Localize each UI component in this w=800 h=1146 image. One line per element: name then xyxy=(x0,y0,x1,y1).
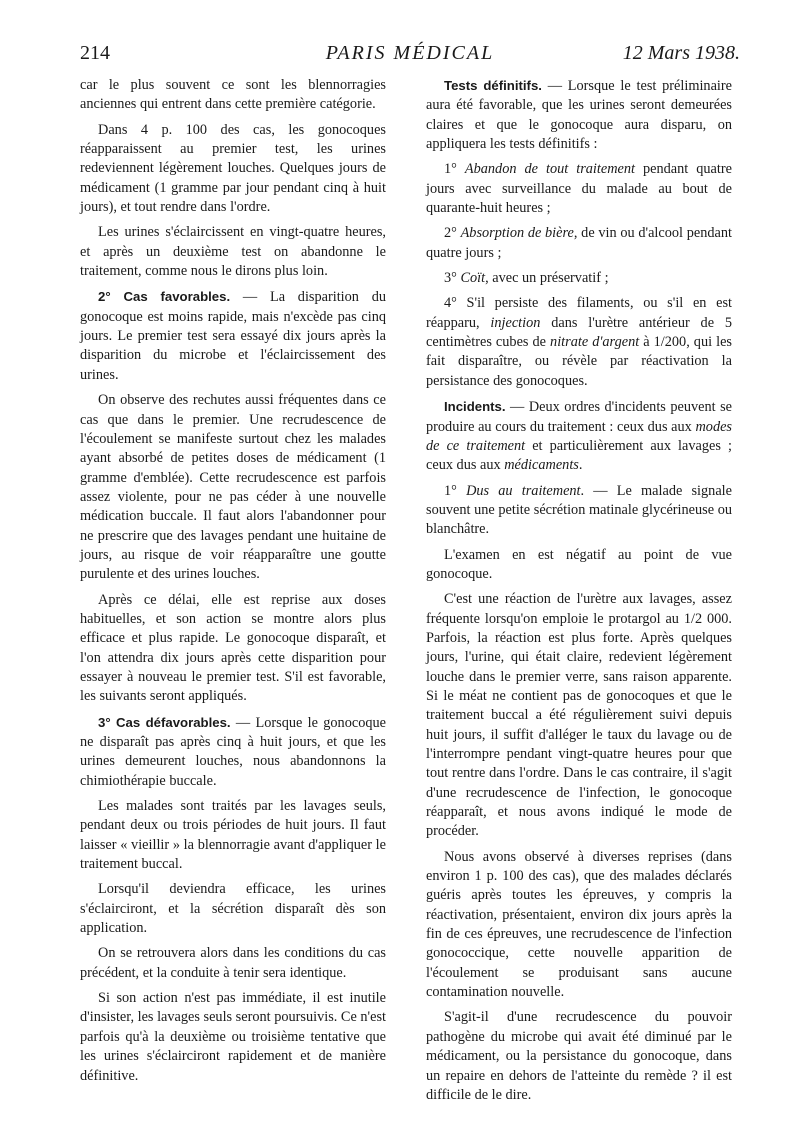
journal-title: PARIS MÉDICAL xyxy=(325,42,495,64)
emphasis: injection xyxy=(490,314,541,331)
emphasis: Abandon de tout traitement xyxy=(464,161,635,178)
paragraph: car le plus souvent ce sont les blennorragies anciennes qui entrent dans cette première catégorie. xyxy=(80,77,386,113)
paragraph: Les urines s'éclaircissent en vingt-quatre heures, et après un deuxième test on abandonne le traitement, comme nous le dirons plus loin. xyxy=(80,224,386,280)
paragraph-text: et particulièrement aux lavages ; ceux dus aux xyxy=(426,437,732,474)
paragraph xyxy=(426,482,732,540)
emphasis: Absorption de bière xyxy=(460,225,574,242)
section-label: 2° Cas favorables. xyxy=(98,289,231,305)
paragraph: Les malades sont traités par les lavages seuls, pendant deux ou trois périodes de huit jours. Il faut laisser « vieillir » la blennorragie avant d'appliquer le traitement buccal. xyxy=(80,798,386,873)
page-header xyxy=(80,36,740,70)
paragraph: L'examen en est négatif au point de vue gonocoque. xyxy=(426,546,732,582)
paragraph: C'est une réaction de l'urètre aux lavages, assez fréquente lorsqu'on emploie le protargol au 1/2 000. Parfois, la réaction est plus forte. Après quelques jours, l'urine, qui était claire, redevient légèrement louche dans le premier verre, sans raison apparente. Si le méat ne contient pas de gonocoques et que le traitement buccal a été régulièrement suivi depuis huit jours, il suffit d'alléger le taux du lavage ou de l'interrompre pendant vingt-quatre heures pour que tout rentre dans l'ordre. Dans le cas contraire, il s'agit d'une recrudescence de l'infection, le gonocoque réapparaît, et nous avons indiqué le mode de procéder. xyxy=(426,591,732,840)
right-column xyxy=(426,76,732,1111)
emphasis: médicaments xyxy=(504,457,579,474)
paragraph xyxy=(426,397,732,475)
emphasis: Coït xyxy=(460,270,486,287)
paragraph: Dans 4 p. 100 des cas, les gonocoques réapparaissent au premier test, les urines redeviennent légèrement louches. Quelques jours de médicament (1 gramme par jour pendant cinq à huit jours), et tout rendre dans l'ordre. xyxy=(80,121,386,216)
paragraph: Après ce délai, elle est reprise aux doses habituelles, et son action se montre alors plus efficace et plus rapide. Le gonocoque disparaît, et l'on attendra dix jours après cette disparition pour essayer à nouveau le premier test. S'il est favorable, les suivants seront appliqués. xyxy=(80,591,386,705)
paragraph-text: — Lorsque le test préliminaire aura été favorable, que les urines seront demeurées claires et que le gonocoque aura disparu, on appliquera les tests définitifs : xyxy=(426,78,732,153)
paragraph-text: — La disparition du gonocoque est moins rapide, mais n'excède pas cinq jours. Le premier test sera essayé dix jours après la disparition du microbe et l'éclaircissement des urines. xyxy=(80,289,387,383)
left-column xyxy=(80,76,386,1092)
paragraph-text: , avec un préservatif ; xyxy=(485,270,609,287)
paragraph-text: dans l'urètre antérieur de 5 centimètres cubes de xyxy=(426,314,732,351)
paragraph xyxy=(426,76,732,154)
list-number: 1° xyxy=(444,161,465,178)
paragraph-text: , de vin ou d'alcool pendant quatre jours ; xyxy=(426,225,732,261)
paragraph xyxy=(80,287,386,385)
paragraph-text: pendant quatre jours avec surveillance du malade au bout de quarante-huit heures ; xyxy=(426,161,732,217)
paragraph: On observe des rechutes aussi fréquentes dans ce cas que dans le premier. Une recrudescence de l'écoulement se manifeste surtout chez les malades ayant absorbé de petites doses de médicament (1 gramme d'emblée). Cette recrudescence est parfois assez violente, pour ne pas céder à une nouvelle médication buccale. Il faut alors l'abandonner pour ne prescrire que des lavages pendant une huitaine de jours, au risque de voir réapparaître une goutte purulente et des urines louches. xyxy=(80,392,386,583)
emphasis: modes de ce traitement xyxy=(426,418,732,454)
paragraph: Lorsqu'il deviendra efficace, les urines s'éclairciront, et la sécrétion disparaît dès son application. xyxy=(80,881,386,937)
paragraph xyxy=(426,224,732,263)
paragraph-text: — Lorsque le gonocoque ne disparaît pas après cinq à huit jours, et que les urines demeurent louches, nous abandonnons la chimiothérapie buccale. xyxy=(80,714,386,789)
emphasis: Dus au traitement xyxy=(466,482,581,499)
paragraph-text: 4° S'il persiste des filaments, ou s'il en est réapparu, xyxy=(426,295,732,331)
paragraph-text: . — Le malade signale souvent une petite sécrétion matinale glycérineuse ou blanchâtre. xyxy=(426,482,732,538)
paragraph xyxy=(426,269,732,288)
list-number: 3° xyxy=(444,270,461,287)
paragraph-text: à 1/200, qui les fait disparaître, ou révèle par réactivation la persistance des gonocoques. xyxy=(426,334,732,389)
paragraph: S'agit-il d'une recrudescence du pouvoir pathogène du microbe qui avait été diminué par le médicament, ou la persistance du gonocoque, dans un repaire en dehors de l'atteinte du remède ? il est difficile de le dire. xyxy=(426,1009,732,1103)
section-label: Incidents. xyxy=(444,399,506,415)
paragraph: Nous avons observé à diverses reprises (dans environ 1 p. 100 des cas), que des malades déclarés guéris après toutes les épreuves, y compris la réactivation, présentaient, environ dix jours après la fin de ces épreuves, une recrudescence de l'infection gonococcique, cette nouvelle apparition de l'écoulement se produisant sans aucune contamination nouvelle. xyxy=(426,848,732,1001)
paragraph xyxy=(426,294,732,391)
paragraph: On se retrouvera alors dans les conditions du cas précédent, et la conduite à tenir sera identique. xyxy=(80,945,386,981)
page-number: 214 xyxy=(80,42,110,64)
emphasis: nitrate d'argent xyxy=(550,334,640,351)
paragraph xyxy=(426,160,732,218)
issue-date: 12 Mars 1938. xyxy=(622,42,740,64)
section-label: Tests définitifs. xyxy=(444,78,542,93)
paragraph: Si son action n'est pas immédiate, il est inutile d'insister, les lavages seuls seront poursuivis. Ce n'est parfois qu'à la deuxième ou troisième tentative que les urines s'éclairciront rapidement et de manière définitive. xyxy=(80,990,386,1084)
section-label: 3° Cas défavorables. xyxy=(98,714,231,730)
list-number: 1° xyxy=(444,482,467,499)
list-number: 2° xyxy=(444,225,461,242)
paragraph-text: — Deux ordres d'incidents peuvent se produire au cours du traitement : ceux dus aux xyxy=(426,399,732,435)
paragraph xyxy=(80,713,386,791)
paragraph-text: . xyxy=(578,457,583,474)
